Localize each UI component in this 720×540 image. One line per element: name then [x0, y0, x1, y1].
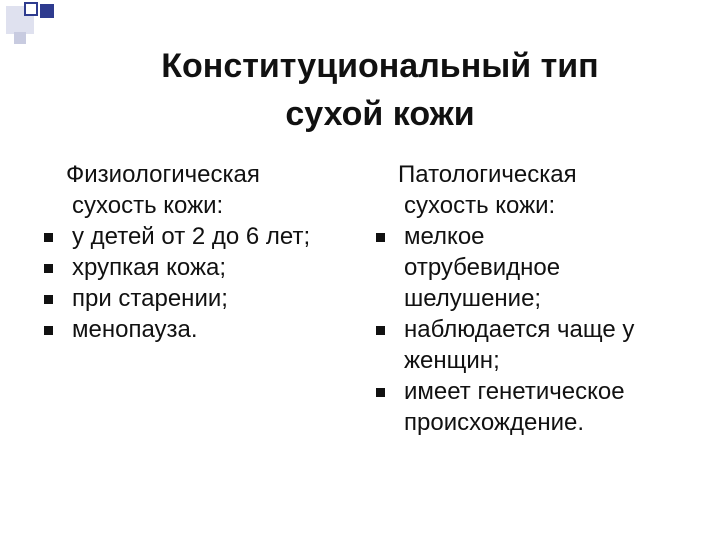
list-item [36, 283, 336, 314]
pathological-column [368, 159, 708, 438]
list-item-text: менопауза. [72, 316, 198, 343]
list-item-text: имеет генетическое происхождение. [404, 378, 625, 436]
decor-square-outline [24, 2, 38, 16]
bullet-square-icon [44, 326, 53, 335]
decor-square-solid [40, 4, 54, 18]
list-item [36, 221, 336, 252]
physiological-heading [36, 159, 336, 221]
list-item-text: у детей от 2 до 6 лет; [72, 223, 311, 250]
title-line-2: сухой кожи [285, 95, 475, 133]
list-item-text: наблюдается чаще у женщин; [404, 316, 635, 374]
list-item [36, 314, 336, 345]
physiological-heading-line-1: Физиологическая [66, 161, 260, 188]
bullet-square-icon [376, 388, 385, 397]
list-item-text: хрупкая кожа; [72, 254, 227, 281]
decor-square-small [14, 32, 26, 44]
pathological-heading [368, 159, 708, 221]
pathological-heading-line-2: сухость кожи: [404, 192, 556, 219]
list-item [368, 314, 708, 376]
bullet-square-icon [44, 295, 53, 304]
pathological-heading-line-1: Патологическая [398, 161, 577, 188]
physiological-heading-line-2: сухость кожи: [72, 192, 224, 219]
list-item [368, 376, 708, 438]
list-item-text: при старении; [72, 285, 228, 312]
title-line-1: Конституциональный тип [161, 47, 599, 85]
physiological-column [36, 159, 336, 345]
slide-title [40, 42, 720, 138]
list-item [368, 221, 604, 314]
bullet-square-icon [44, 233, 53, 242]
list-item [36, 252, 336, 283]
bullet-square-icon [376, 326, 385, 335]
bullet-square-icon [376, 233, 385, 242]
list-item-text: мелкое отрубевидное шелушение; [404, 223, 561, 312]
pathological-list [368, 221, 708, 438]
physiological-list [36, 221, 336, 345]
bullet-square-icon [44, 264, 53, 273]
